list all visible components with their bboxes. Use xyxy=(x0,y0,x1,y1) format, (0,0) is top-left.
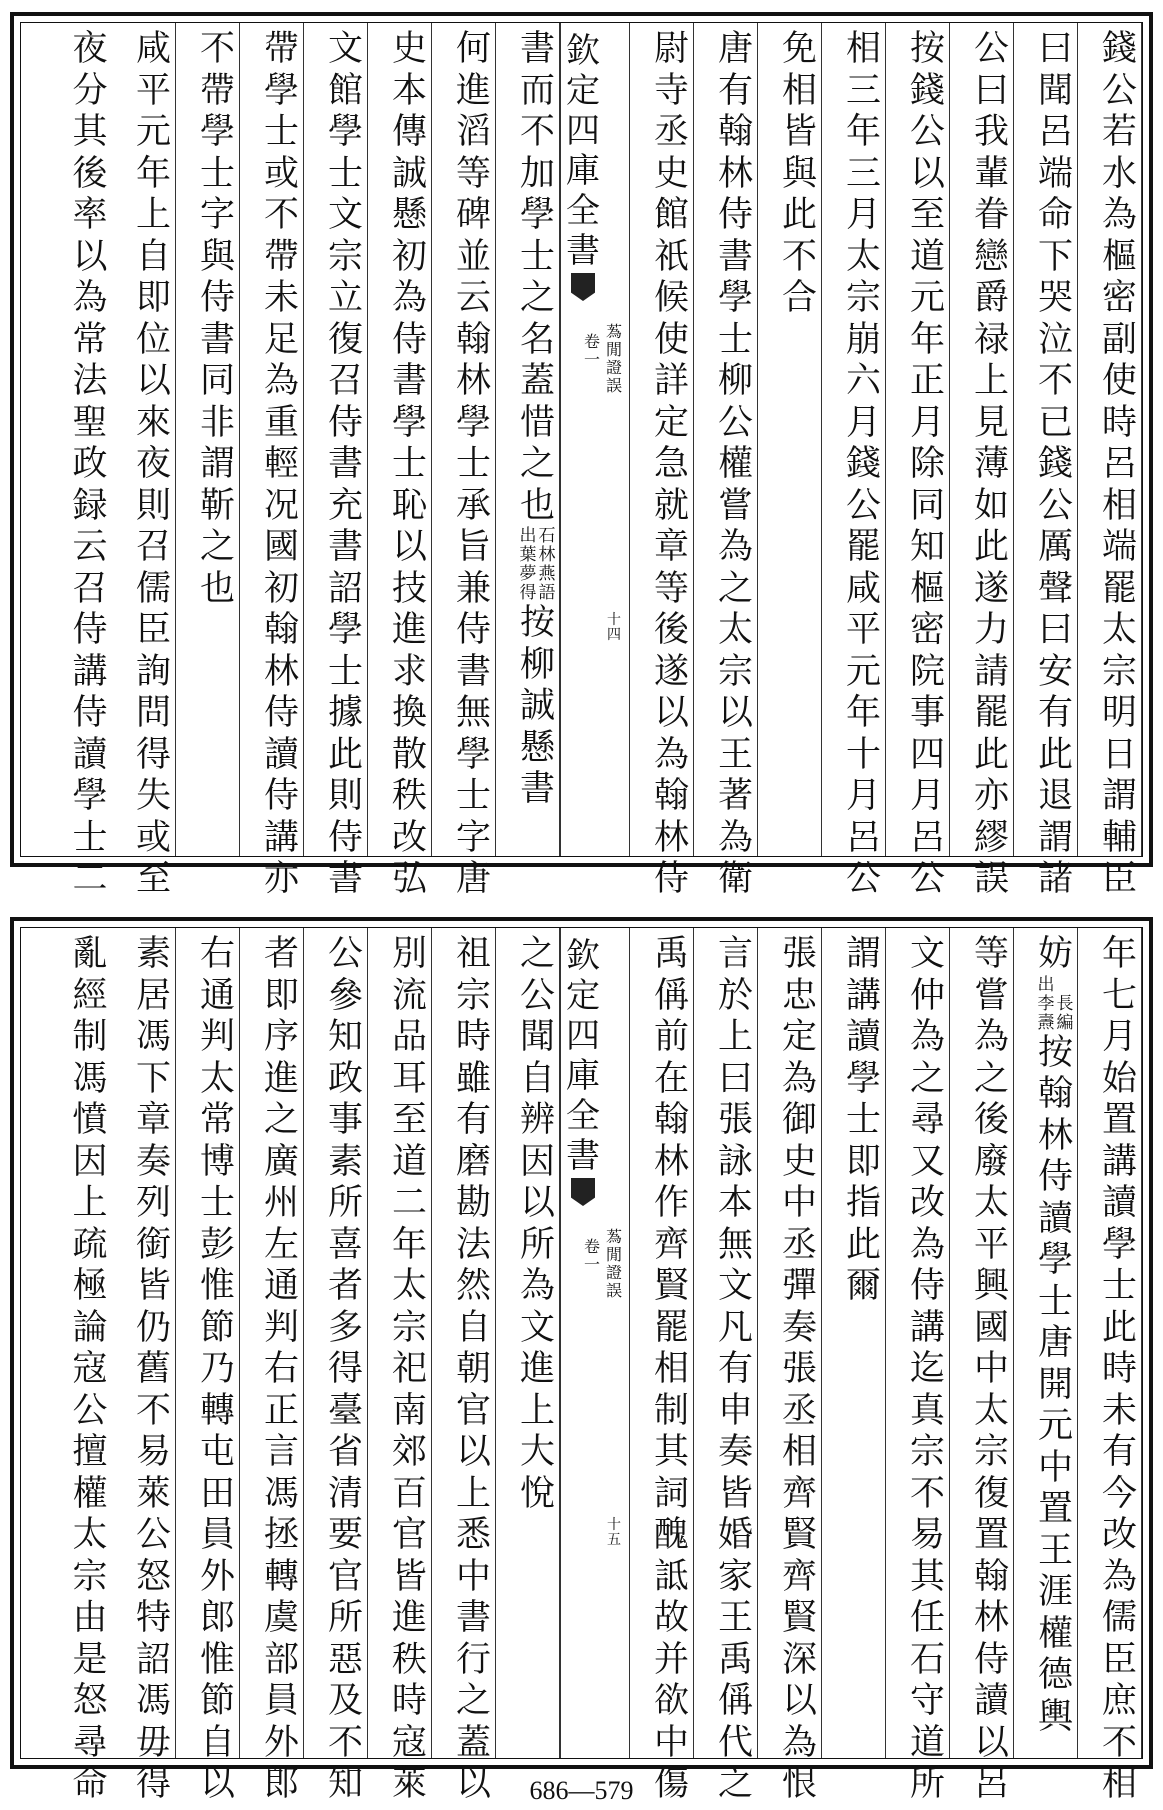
text-column: 謂講讀學士即指此爾 xyxy=(842,928,886,1758)
text-column: 禹偁前在翰林作齊賢罷相制其詞醜詆故并欲中傷 xyxy=(650,928,694,1758)
text-column: 史本傳誠懸初為侍書學士恥以技進求換散秩改弘 xyxy=(388,23,432,856)
text-column: 者即序進之廣州左通判右正言馮拯轉虞部員外郎 xyxy=(260,928,304,1758)
text-column: 何進滔等碑並云翰林學士承旨兼侍書無學士字唐 xyxy=(452,23,496,856)
text-column: 公參知政事素所喜者多得臺省清要官所惡及不知 xyxy=(324,928,368,1758)
text-column: 言於上曰張詠本無文凡有申奏皆婚家王禹偁代之 xyxy=(714,928,758,1758)
top-page xyxy=(10,12,1153,899)
book-title: 蒍閒證誤 xyxy=(605,322,622,395)
text-column: 不帶學士字與侍書同非謂靳之也 xyxy=(196,23,240,856)
volume-label: 卷一 xyxy=(583,1237,600,1274)
text-column: 咸平元年上自即位以來夜則召儒臣詢問得失或至 xyxy=(132,23,176,856)
fish-tail-mark xyxy=(571,1178,595,1206)
page-footer-number: 686—579 xyxy=(529,1776,634,1805)
spine-column xyxy=(560,928,630,1758)
text-column: 之公聞自辨因以所為文進上大悅 xyxy=(516,928,560,1758)
text-column: 年七月始置講讀學士此時未有今改為儒臣庶不相 xyxy=(1098,928,1142,1758)
page-number: 十五 xyxy=(607,1517,621,1548)
text-column: 曰聞呂端命下哭泣不已錢公厲聲曰安有此退謂諸 xyxy=(1034,23,1078,856)
text-column: 文館學士文宗立復召侍書充書詔學士據此則侍書 xyxy=(324,23,368,856)
text-column: 素居馮下章奏列銜皆仍舊不易萊公怒特詔馮毋得 xyxy=(132,928,176,1758)
top-page-frame xyxy=(20,22,1143,899)
volume-label: 卷一 xyxy=(583,332,600,369)
text-column: 唐有翰林侍書學士柳公權嘗為之太宗以王著為衛 xyxy=(714,23,758,856)
text-column: 帶學士或不帶未足為重輕况國初翰林侍讀侍講亦 xyxy=(260,23,304,856)
text-column: 文仲為之尋又改為侍講迄真宗不易其任石守道所 xyxy=(906,928,950,1758)
text-column: 免相皆與此不合 xyxy=(778,23,822,856)
source-note: 出葉夢得石林燕語 xyxy=(519,526,556,603)
text-column: 妨出李燾長編按翰林侍讀學士唐開元中置王涯權德輿 xyxy=(1034,928,1078,1758)
text-column: 公曰我輩眷戀爵禄上見薄如此遂力請罷此亦繆誤 xyxy=(970,23,1014,856)
text-column: 相三年三月太宗崩六月錢公罷咸平元年十月呂公 xyxy=(842,23,886,856)
text-column: 等嘗為之後廢太平興國中太宗復置翰林侍讀以呂 xyxy=(970,928,1014,1758)
text-column: 書而不加學士之名蓋惜之也出葉夢得石林燕語按柳誠懸書 xyxy=(516,23,560,856)
text-column: 祖宗時雖有磨勘法然自朝官以上悉中書行之蓋以 xyxy=(452,928,496,1758)
text-column: 按錢公以至道元年正月除同知樞密院事四月呂公 xyxy=(906,23,950,856)
source-note: 出李燾長編 xyxy=(1037,974,1074,1033)
book-title: 蒍閒證誤 xyxy=(605,1227,622,1300)
spine-column xyxy=(560,23,630,856)
text-column: 張忠定為御史中丞彈奏張丞相齊賢齊賢深以為恨 xyxy=(778,928,822,1758)
text-column: 亂經制馮憤因上疏極論寇公擅權太宗由是怒尋命 xyxy=(72,934,108,1804)
text-column: 錢公若水為樞密副使時呂相端罷太宗明日謂輔臣 xyxy=(1098,23,1142,856)
page-number: 十四 xyxy=(607,612,621,643)
text-column: 尉寺丞史館祇候使詳定急就章等後遂以為翰林侍 xyxy=(650,23,694,856)
book-collection-title: 欽定四庫全書 xyxy=(566,31,600,271)
text-column: 右通判太常博士彭惟節乃轉屯田員外郎惟節自以 xyxy=(196,928,240,1758)
fish-tail-mark xyxy=(571,273,595,301)
text-column: 夜分其後率以為常法聖政録云召侍講侍讀學士二 xyxy=(72,29,108,899)
book-collection-title: 欽定四庫全書 xyxy=(566,936,600,1176)
text-column: 別流品耳至道二年太宗祀南郊百官皆進秩時寇萊 xyxy=(388,928,432,1758)
